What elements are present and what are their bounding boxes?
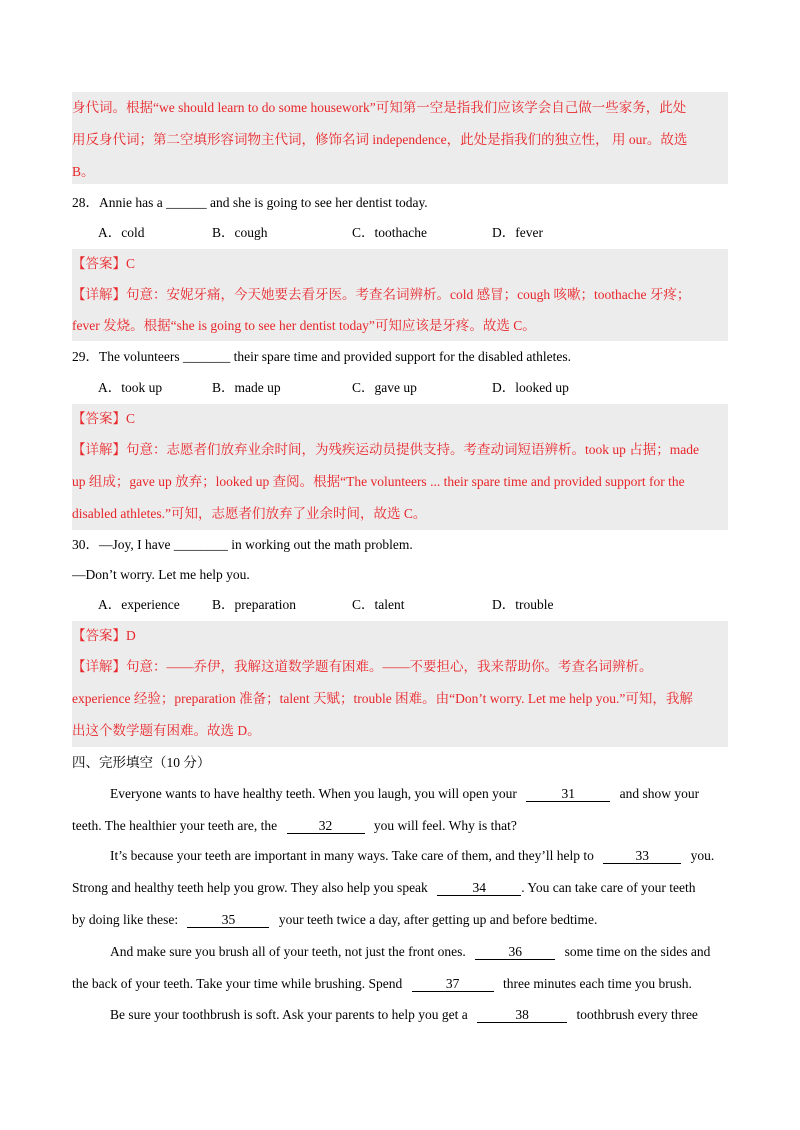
cloze-line-3 <box>110 842 728 870</box>
cloze-line-7 <box>72 970 728 998</box>
q29-option-a: A．took up <box>98 380 163 395</box>
q28-option-a: A．cold <box>98 225 145 240</box>
q30-option-d: D．trouble <box>492 597 554 612</box>
blank-32: 32 <box>287 818 365 834</box>
cloze-text: you. <box>690 848 715 863</box>
q29-stem: 29．The volunteers _______ their spare time and provided support for the disabled athletes. <box>72 349 571 364</box>
section-heading: 四、完形填空（10 分） <box>72 755 211 770</box>
cloze-text: three minutes each time you brush. <box>502 976 692 991</box>
q28-stem: 28．Annie has a ______ and she is going to see her dentist today. <box>72 195 428 210</box>
q30-stem-1: 30．—Joy, I have ________ in working out the math problem. <box>72 537 413 552</box>
cloze-text: by doing like these: <box>72 912 179 927</box>
q28-option-c: C．toothache <box>352 225 427 240</box>
blank-34: 34 <box>437 880 521 896</box>
q27-detail-line-2: 用反身代词；第二空填形容词物主代词，修饰名词 independence，此处是指我们的独立性， 用 our。故选 <box>72 132 688 147</box>
cloze-text: Strong and healthy teeth help you grow. They also help you speak <box>72 880 428 895</box>
cloze-line-8 <box>110 1001 728 1029</box>
q29-option-d: D．looked up <box>492 380 569 395</box>
cloze-text: toothbrush every three <box>576 1007 698 1022</box>
blank-37: 37 <box>412 976 494 992</box>
q28-detail-line-2: fever 发烧。根据“she is going to see her dentist today”可知应该是牙疼。故选 C。 <box>72 318 536 333</box>
q29-detail-line-2: up 组成；gave up 放弃；looked up 查阅。根据“The volunteers ... their spare time and provided support for the <box>72 474 685 489</box>
q29-options <box>98 374 754 402</box>
cloze-text: Everyone wants to have healthy teeth. When you laugh, you will open your <box>110 786 517 801</box>
cloze-line-6 <box>110 938 728 966</box>
cloze-text: teeth. The healthier your teeth are, the <box>72 818 278 833</box>
q29-answer: 【答案】C <box>72 411 136 426</box>
q28-answer: 【答案】C <box>72 256 136 271</box>
q30-detail-line-1: 【详解】句意：——乔伊，我解这道数学题有困难。——不要担心，我来帮助你。考查名词辨析。 <box>72 659 653 674</box>
q30-option-c: C．talent <box>352 597 405 612</box>
q28-options <box>98 219 754 247</box>
q30-option-a: A．experience <box>98 597 180 612</box>
q28-option-b: B．cough <box>212 225 268 240</box>
blank-31: 31 <box>526 786 610 802</box>
q30-options <box>98 591 754 619</box>
q27-detail-line-3: B。 <box>72 164 95 179</box>
q30-stem-2: —Don’t worry. Let me help you. <box>72 567 250 582</box>
blank-35: 35 <box>187 912 269 928</box>
cloze-text: It’s because your teeth are important in many ways. Take care of them, and they’ll help to <box>110 848 594 863</box>
cloze-text: your teeth twice a day, after getting up and before bedtime. <box>278 912 598 927</box>
blank-38: 38 <box>477 1007 567 1023</box>
q29-option-b: B．made up <box>212 380 281 395</box>
q30-answer: 【答案】D <box>72 628 136 643</box>
blank-36: 36 <box>475 944 555 960</box>
cloze-text: And make sure you brush all of your teeth, not just the front ones. <box>110 944 466 959</box>
q29-option-c: C．gave up <box>352 380 417 395</box>
blank-33: 33 <box>603 848 681 864</box>
cloze-text: . You can take care of your teeth <box>521 880 696 895</box>
cloze-line-5 <box>72 906 728 934</box>
q30-detail-line-3: 出这个数学题有困难。故选 D。 <box>72 723 261 738</box>
q28-detail-line-1: 【详解】句意：安妮牙痛，今天她要去看牙医。考查名词辨析。cold 感冒；cough 咳嗽；toothache 牙疼； <box>72 287 691 302</box>
q29-detail-line-3: disabled athletes.”可知，志愿者们放弃了业余时间，故选 C。 <box>72 506 427 521</box>
cloze-text: Be sure your toothbrush is soft. Ask your parents to help you get a <box>110 1007 468 1022</box>
cloze-text: you will feel. Why is that? <box>373 818 517 833</box>
q29-detail-line-1: 【详解】句意：志愿者们放弃业余时间，为残疾运动员提供支持。考查动词短语辨析。took up 占据；made <box>72 442 699 457</box>
q28-option-d: D．fever <box>492 225 543 240</box>
q30-detail-line-2: experience 经验；preparation 准备；talent 天赋；trouble 困难。由“Don’t worry. Let me help you.”可知，我解 <box>72 691 693 706</box>
cloze-text: the back of your teeth. Take your time while brushing. Spend <box>72 976 403 991</box>
cloze-text: and show your <box>619 786 700 801</box>
q27-detail-line-1: 身代词。根据“we should learn to do some housework”可知第一空是指我们应该学会自己做一些家务，此处 <box>72 100 687 115</box>
cloze-text: some time on the sides and <box>564 944 711 959</box>
cloze-line-2 <box>72 812 728 840</box>
cloze-line-1 <box>110 780 728 808</box>
cloze-line-4 <box>72 874 728 902</box>
q30-option-b: B．preparation <box>212 597 296 612</box>
